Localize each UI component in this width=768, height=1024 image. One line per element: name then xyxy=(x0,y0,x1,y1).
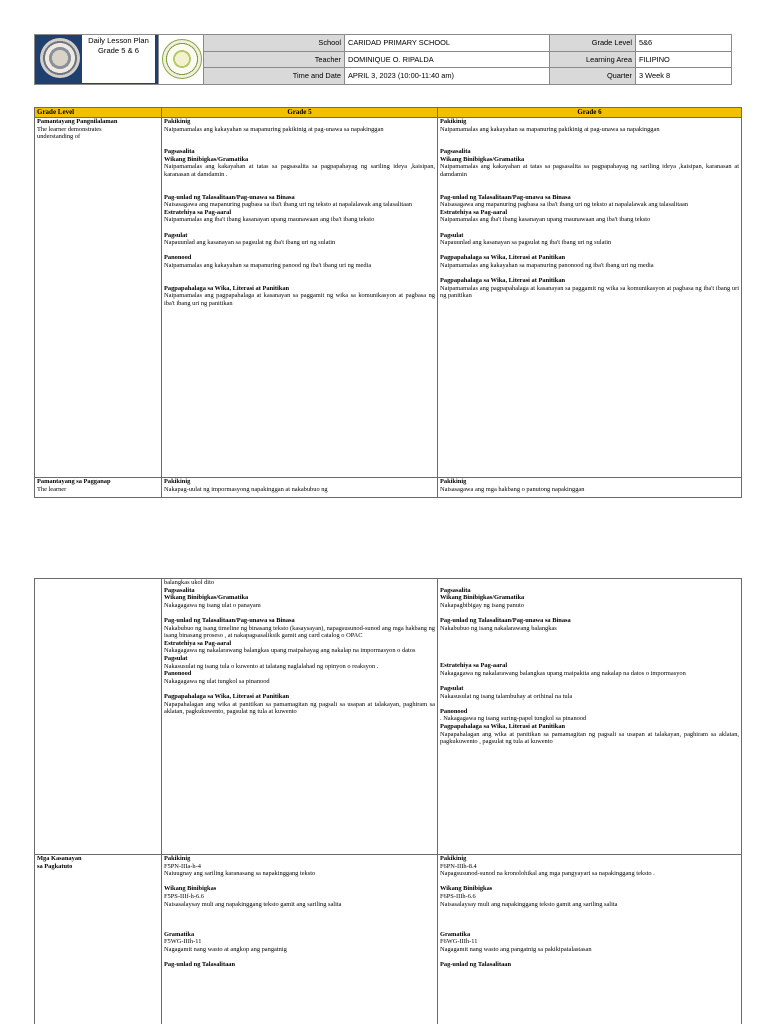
section-heading: Pag-unlad ng Talasalitaan/Pag-unawa sa Binasa xyxy=(440,616,571,624)
section-text: Nakabubuo ng isang nakalarawang balangkas xyxy=(440,624,557,632)
section-text: Nagagamit nang wasto at angkop ang pangatnig xyxy=(164,945,287,953)
section-text: Napapahalagan ang wika at panitikan sa pamamagitan ng pagsali sa usapan at talakayan, paghiram sa aklatan, pagkukuwento, pagsulat ng tula at kuwento xyxy=(164,700,435,716)
section-heading: Pagsulat xyxy=(164,231,188,239)
row-desc: understanding of xyxy=(37,133,81,141)
section-heading: Wikang Binibigkas/Gramatika xyxy=(440,594,525,602)
time-date-label: Time and Date xyxy=(204,68,345,85)
section-heading: Wikang Binibigkas/Gramatika xyxy=(440,155,525,163)
school-value: CARIDAD PRIMARY SCHOOL xyxy=(345,35,550,52)
row-label xyxy=(35,478,162,498)
grade-level-value: 5&6 xyxy=(636,35,732,52)
section-text: Naisasagawa ang mapanuring pagbasa sa iba't ibang uri ng teksto at napalalawak ang talasalitaan xyxy=(440,201,688,209)
section-heading: Estratehiya sa Pag-aaral xyxy=(164,639,232,647)
competency-code: F5WG-IIIh-11 xyxy=(164,938,202,946)
section-text: Naipamamalas ang pagpapahalaga at kasanayan sa paggamit ng wika sa komunikasyon at pagbasa ng iba't ibang uri ng panitikan xyxy=(440,284,739,300)
col-grade-level: Grade Level xyxy=(35,108,162,118)
section-heading: Pakikinig xyxy=(164,478,191,485)
section-heading: Gramatika xyxy=(440,930,471,938)
section-text: . Nakagagawa ng isang suring-papel tungkol sa pinanood xyxy=(440,715,587,723)
grade6-cell xyxy=(438,118,742,478)
content-standards-row xyxy=(35,118,742,478)
section-text: Naisasagawa ang mga hakbang o panutong napakinggan xyxy=(440,485,585,493)
school-label: School xyxy=(204,35,345,52)
teacher-value: DOMINIQUE O. RIPALDA xyxy=(345,51,550,68)
section-heading: Pag-unlad ng Talasalitaan/Pag-unawa sa Binasa xyxy=(164,193,295,201)
section-text: Nakagagawa ng isang ulat o panayam xyxy=(164,601,261,609)
section-text: Napauunlad ang kasanayan sa pagsulat ng iba't ibang uri ng sulatin xyxy=(164,239,336,247)
section-text: Nakapag-uulat ng impormasyong napakinggan at nakabubuo ng xyxy=(164,485,328,493)
section-heading: Wikang Binibigkas xyxy=(164,885,217,893)
section-heading: Panonood xyxy=(164,670,192,678)
header-table xyxy=(34,34,732,85)
doc-title: Daily Lesson Plan xyxy=(88,36,149,45)
section-text: Naipamamalas ang kakayahan at tatas sa pagsasalita sa pagpapahayag ng sariling ideya ,kaisipan, karanasan at damdamin xyxy=(440,163,739,178)
grade-level-label: Grade Level xyxy=(550,35,636,52)
grade5-cell xyxy=(162,855,438,1024)
section-text: Naipamamalas ang pagpapahalaga at kasanayan sa paggamit ng wika sa komunikasyon at pagbasa ng iba't ibang uri ng panitikan xyxy=(164,292,435,307)
quarter-value: 3 Week 8 xyxy=(636,68,732,85)
section-heading: Pakikinig xyxy=(164,855,191,862)
row-label xyxy=(35,855,162,1024)
section-heading: Pagsulat xyxy=(164,654,188,662)
section-heading: Pakikinig xyxy=(164,118,191,125)
learning-competencies-row xyxy=(35,855,742,1024)
row-title: Pamantayang Pangnilalaman xyxy=(37,118,118,125)
section-heading: Estratehiya sa Pag-aaral xyxy=(440,208,508,216)
grade5-cell xyxy=(162,478,438,498)
section-text: Naipamamalas ang iba't ibang kasanayan upang maunawaan ang iba't ibang teksto xyxy=(164,216,375,224)
row-desc: The learner demonstrates xyxy=(37,125,102,133)
section-text: Naiuugnay ang sariling karanasang sa napakinggang teksto xyxy=(164,870,316,878)
performance-standards-row xyxy=(35,478,742,498)
section-heading: Wikang Binibigkas/Gramatika xyxy=(164,155,249,163)
row-label xyxy=(35,118,162,478)
section-heading: Pag-unlad ng Talasalitaan/Pag-unawa sa Binasa xyxy=(440,193,571,201)
section-heading: Estratehiya sa Pag-aaral xyxy=(440,662,508,670)
section-heading: Pag-unlad ng Talasalitaan xyxy=(164,961,236,969)
section-text: Naipamamalas ang kakayahan sa mapanuring panonood ng iba't ibang uri ng media xyxy=(440,261,654,269)
section-heading: Wikang Binibigkas xyxy=(440,885,493,893)
section-heading: Gramatika xyxy=(164,930,195,938)
section-text: Nakagagawa ng nakalarawang balangkas upang maipahayag ang nakalap na impormasyon o datos xyxy=(164,647,416,655)
section-heading: Pagsasalita xyxy=(164,586,195,594)
row-desc: The learner xyxy=(37,485,67,493)
section-text: Naipamamalas ang kakayahan at tatas sa pagsasalita sa pagpapahayag ng sariling ideya ,kaisipan, karanasan at damdamin . xyxy=(164,163,435,178)
lesson-table-page1 xyxy=(34,107,742,498)
row-title: Mga Kasanayan xyxy=(37,855,82,862)
section-text: Napapahalagan ang wika at panitikan sa pamamagitan ng pagsali sa usapan at talakayan, paghiram sa aklatan, pagkukuwento , pagsulat ng tula at kuwento xyxy=(440,730,739,746)
competency-code: F5PS-IIIf-h-6.6 xyxy=(164,892,204,900)
section-heading: Pagpapahalaga sa Wika, Literasi at Panitikan xyxy=(440,722,566,730)
section-text: Naipamamalas ang kakayahan sa mapanuring pakikinig at pag-unawa sa napakinggan xyxy=(164,125,384,133)
column-header-row xyxy=(35,108,742,118)
teacher-label: Teacher xyxy=(204,51,345,68)
section-text: balangkas ukol dito xyxy=(164,579,215,586)
section-text: Naisasalaysay muli ang napakinggang teksto gamit ang sariling salita xyxy=(440,900,618,908)
section-heading: Pakikinig xyxy=(440,118,467,125)
section-heading: Pag-unlad ng Talasalitaan xyxy=(440,961,512,969)
section-heading: Pakikinig xyxy=(440,478,467,485)
section-text: Napagsusunod-sunod na kronolohikal ang mga pangyayari sa napakinggang teksto . xyxy=(440,870,655,878)
section-heading: Panonood xyxy=(440,707,468,715)
row-label xyxy=(35,579,162,855)
section-heading: Panonood xyxy=(164,254,192,262)
performance-standards-continued-row xyxy=(35,579,742,855)
row-title: sa Pagkatuto xyxy=(37,862,73,870)
col-grade-5: Grade 5 xyxy=(162,108,438,118)
grade6-cell xyxy=(438,478,742,498)
learning-area-label: Learning Area xyxy=(550,51,636,68)
competency-code: F6PS-IIIh-6.6 xyxy=(440,892,476,900)
section-heading: Pagpapahalaga sa Wika, Literasi at Panitikan xyxy=(164,284,290,292)
section-text: Nakasusulat ng isang tula o kuwento at talatang naglalahad ng opinyon o reaksyon . xyxy=(164,662,379,670)
section-heading: Pakikinig xyxy=(440,855,467,862)
section-text: Naipamamalas ang kakayahan sa mapanuring pakikinig at pag-unawa sa napakinggan xyxy=(440,125,660,133)
row-title: Pamantayang sa Pagganap xyxy=(37,478,111,485)
school-seal-icon xyxy=(162,39,202,79)
section-heading: Pagpapahalaga sa Wika, Literasi at Panitikan xyxy=(440,254,566,262)
header-title-cell xyxy=(35,35,159,85)
section-heading: Pagpapahalaga sa Wika, Literasi at Panitikan xyxy=(164,692,290,700)
competency-code: F6WG-IIIh-11 xyxy=(440,938,478,946)
section-text: Nakapagbibigay ng isang panuto xyxy=(440,601,524,609)
section-text: Nagagamit nang wasto ang pangatnig sa pakikipatalastasan xyxy=(440,945,592,953)
section-heading: Pagsasalita xyxy=(440,586,471,594)
section-text: Naipamamalas ang iba't ibang kasanayan upang maunawaan ang iba't ibang teksto xyxy=(440,216,651,224)
school-logo-cell xyxy=(159,35,204,85)
time-date-value: APRIL 3, 2023 (10:00-11:40 am) xyxy=(345,68,550,85)
competency-code: F6PN-IIIh-8.4 xyxy=(440,862,477,870)
section-text: Naipamamalas ang kakayahan sa mapanuring panood ng iba't ibang uri ng media xyxy=(164,261,372,269)
section-text: Napauunlad ang kasanayan sa pagsulat ng iba't ibang uri ng sulatin xyxy=(440,239,612,247)
section-heading: Estratehiya sa Pag-aaral xyxy=(164,208,232,216)
section-heading: Wikang Binibigkas/Gramatika xyxy=(164,594,249,602)
section-text: Nakabubuo ng isang timeline ng binasang teksto (kasaysayan), napagsusunod-sunod ang mga hakbang ng isang binasang proseso , at nakapagsasaliksik gamit ang card catalog o OPAC xyxy=(164,624,435,640)
section-heading: Pagsulat xyxy=(440,684,464,692)
quarter-label: Quarter xyxy=(550,68,636,85)
section-text: Nakagagawa ng ulat tungkol sa pinanood xyxy=(164,677,270,685)
section-heading: Pagsasalita xyxy=(440,148,471,156)
doc-grade: Grade 5 & 6 xyxy=(98,46,139,55)
learning-area-value: FILIPINO xyxy=(636,51,732,68)
grade5-cell xyxy=(162,118,438,478)
grade6-cell xyxy=(438,579,742,855)
deped-seal-icon xyxy=(40,38,80,78)
section-heading: Pagsulat xyxy=(440,231,464,239)
section-heading: Pag-unlad ng Talasalitaan/Pag-unawa sa Binasa xyxy=(164,616,295,624)
section-text: Naisasalaysay muli ang napakinggang teksto gamit ang sariling salita xyxy=(164,900,342,908)
col-grade-6: Grade 6 xyxy=(438,108,742,118)
section-text: Nakagagawa ng nakalarawang balangkas upang maipakita ang nakalap na datos o impormasyon xyxy=(440,669,686,677)
section-text: Naisasagawa ang mapanuring pagbasa sa iba't ibang uri ng teksto at napalalawak ang talasalitaan xyxy=(164,201,412,209)
section-text: Nakasusulat ng isang talambuhay at orihinal na tula xyxy=(440,692,573,700)
lesson-table-page2 xyxy=(34,578,742,1024)
section-heading: Pagsasalita xyxy=(164,148,195,156)
grade6-cell xyxy=(438,855,742,1024)
section-heading: Pagpapahalaga sa Wika, Literasi at Panitikan xyxy=(440,277,566,285)
competency-code: F5PN-IIIa-h-4 xyxy=(164,862,201,870)
grade5-cell xyxy=(162,579,438,855)
